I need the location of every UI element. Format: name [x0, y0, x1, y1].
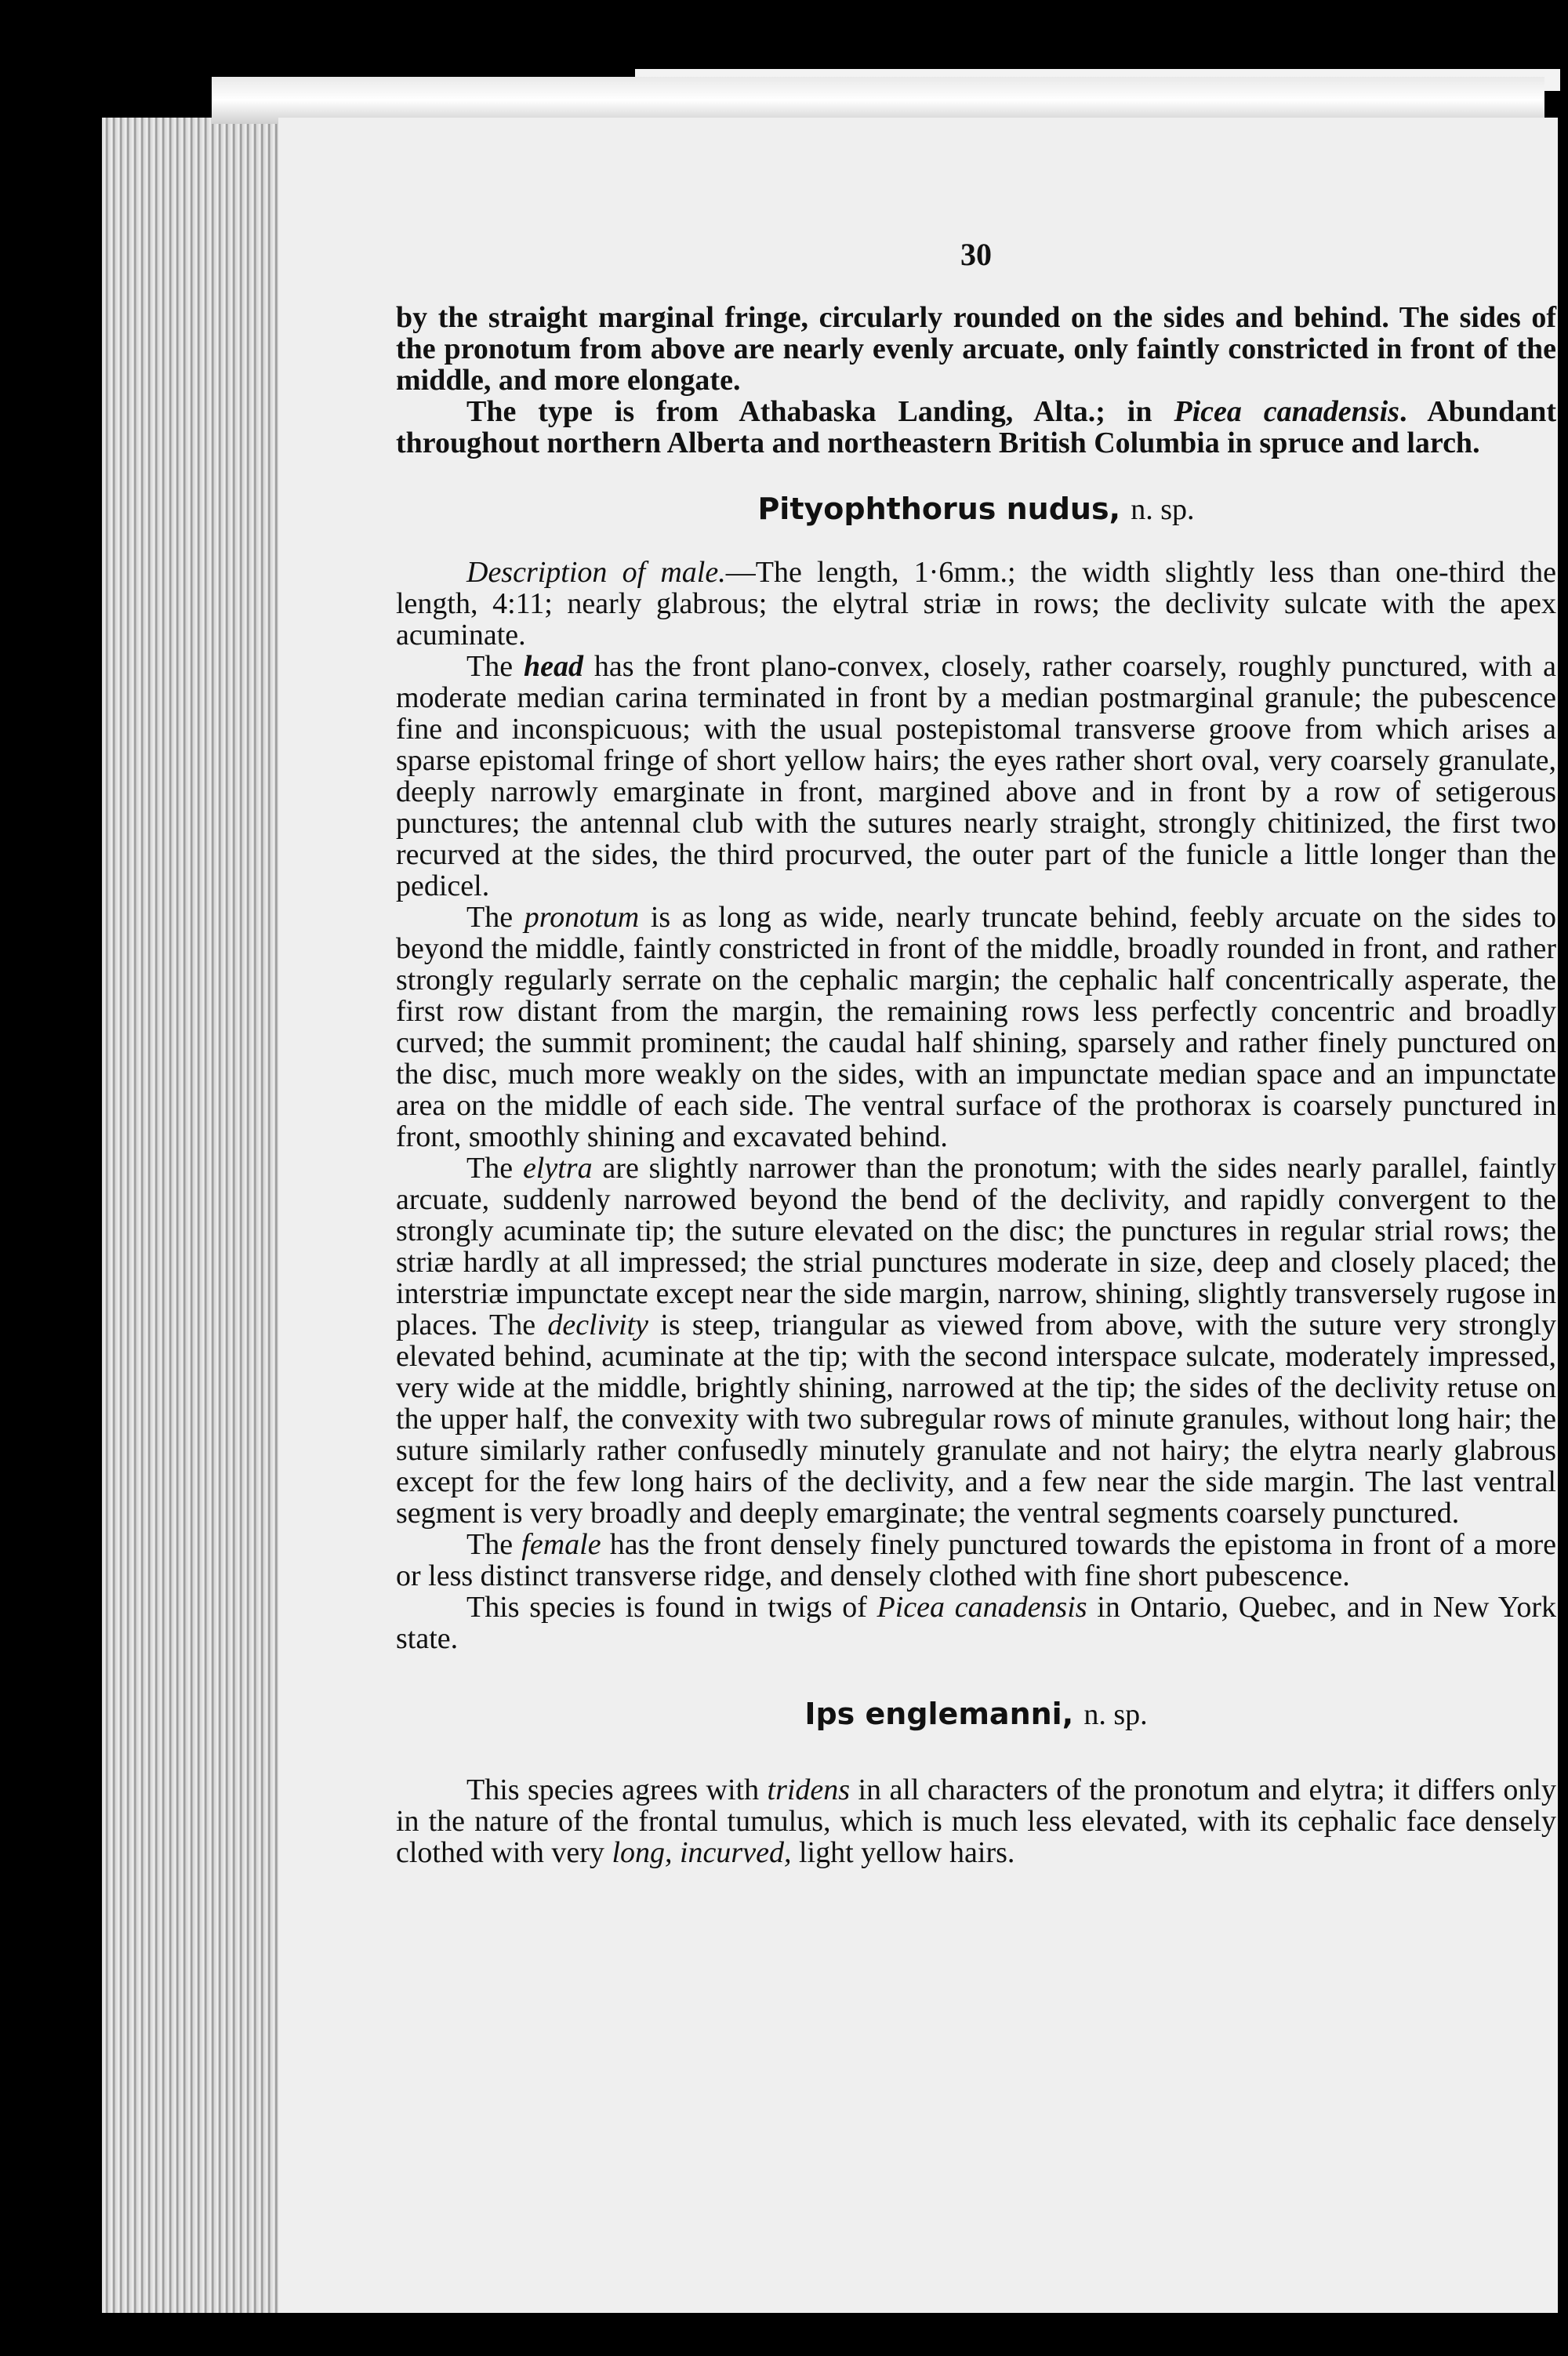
text-run: The: [466, 901, 524, 934]
term-label: female: [521, 1528, 601, 1561]
text-run: is steep, triangular as viewed from above, with the suture very strongly elevated behind, acuminate at the tip; with the second interspace sulcate, moderately impressed, very wide at the middle, brightly shining, narrowed at the tip; the sides of the declivity retuse on the upper half, the convexity with two subregular rows of minute granules, without long hair; the suture similarly rather confusedly minutely granulate and not hairy; the elytra nearly glabrous except for the few long hairs of the declivity, and a few near the side margin. The last ventral segment is very broadly and deeply emarginate; the ventral segments coarsely punctured.: [396, 1309, 1556, 1530]
emphasis: long, incurved,: [612, 1836, 792, 1869]
text-run: The type is from Athabaska Landing, Alta.; in: [466, 395, 1174, 428]
species-title: Ips englemanni,: [804, 1697, 1074, 1731]
section-label: Description of male.: [466, 556, 726, 589]
text-run: has the front densely finely punctured towards the epistoma in front of a more or less distinct transverse ridge, and densely clothed with fine short pubescence.: [396, 1528, 1557, 1592]
text-run: —The length, 1·6mm.; the width slightly less than one-third the length, 4:11; nearly glabrous; the elytral striæ in rows; the declivity sulcate with the apex acuminate.: [396, 556, 1556, 652]
paragraph-head: [396, 651, 1556, 902]
page-stack-edges: [102, 118, 282, 2313]
text-run: in all characters of the pronotum and elytra; it differs only in the nature of the frontal tumulus, which is much less elevated, with its cephalic face densely clothed with very: [396, 1773, 1556, 1869]
paragraph-text: by the straight marginal fringe, circularly rounded on the sides and behind. The sides of the pronotum from above are nearly evenly arcuate, only faintly constricted in front of the middle, and more elongate.: [396, 301, 1556, 397]
paragraph-description: [396, 557, 1556, 651]
paragraph-continued: [396, 302, 1556, 396]
paragraph-pronotum: [396, 902, 1556, 1153]
text-run: in Ontario, Quebec, and in New York state.: [396, 1591, 1556, 1655]
text-run: This species agrees with: [466, 1773, 768, 1806]
text-run: The: [466, 1152, 523, 1185]
paragraph-ips: [396, 1774, 1556, 1868]
term-label: elytra: [522, 1152, 593, 1185]
term-label: head: [523, 650, 583, 683]
page-number: 30: [960, 237, 992, 272]
text-run: has the front plano-convex, closely, rather coarsely, roughly punctured, with a moderate median carina terminated in front by a median postmarginal granule; the pubescence fine and inconspicuous; with the usual postepistomal transverse groove from which arises a sparse epistomal fringe of short yellow hairs; the eyes rather short oval, very coarsely granulate, deeply narrowly emarginate in front, margined above and in front by a row of setigerous punctures; the antennal club with the sutures nearly straight, strongly chitinized, the first two recurved at the sides, the third procurved, the outer part of the funicle a little longer than the pedicel.: [396, 650, 1556, 902]
page-text: [396, 227, 1556, 1868]
paragraph-elytra: [396, 1153, 1556, 1529]
text-run: The: [466, 650, 524, 683]
paragraph-type-locality: [396, 396, 1556, 459]
text-run: are slightly narrower than the pronotum; with the sides nearly parallel, faintly arcuate, suddenly narrowed beyond the bend of the declivity, and rapidly convergent to the strongly acuminate tip; the suture elevated on the disc; the punctures in regular strial rows; the striæ hardly at all impressed; the strial punctures moderate in size, deep and closely placed; the interstriæ impunctate except near the side margin, narrow, shining, slightly transversely rugose in places. The: [396, 1152, 1557, 1341]
page-top-strip: [212, 77, 1544, 124]
species-heading: [396, 493, 1556, 525]
species-title: Pityophthorus nudus,: [757, 492, 1121, 526]
species-heading: [396, 1698, 1556, 1730]
text-run: . Abundant throughout northern Alberta and northeastern British Columbia in spruce and larch.: [396, 395, 1557, 459]
text-run: light yellow hairs.: [791, 1836, 1015, 1869]
text-run: is as long as wide, nearly truncate behind, feebly arcuate on the sides to beyond the middle, faintly constricted in front of the middle, broadly rounded in front, and rather strongly regularly serrate on the cephalic margin; the cephalic half concentrically asperate, the first row distant from the margin, the remaining rows less perfectly concentric and broadly curved; the summit prominent; the caudal half shining, sparsely and rather finely punctured on the disc, much more weakly on the sides, with an impunctate median space and an impunctate area on the middle of each side. The ventral surface of the prothorax is coarsely punctured in front, smoothly shining and excavated behind.: [396, 901, 1557, 1153]
species-name: Picea canadensis: [877, 1591, 1087, 1624]
text-run: The: [466, 1528, 522, 1561]
species-name: Picea canadensis: [1174, 395, 1399, 428]
new-species-marker: n. sp.: [1131, 493, 1195, 526]
term-label: pronotum: [524, 901, 640, 934]
new-species-marker: n. sp.: [1083, 1698, 1148, 1731]
text-run: This species is found in twigs of: [466, 1591, 877, 1624]
species-name: tridens: [767, 1773, 851, 1806]
paragraph-female: [396, 1529, 1556, 1592]
paragraph-distribution: [396, 1592, 1556, 1654]
term-label: declivity: [547, 1309, 649, 1341]
